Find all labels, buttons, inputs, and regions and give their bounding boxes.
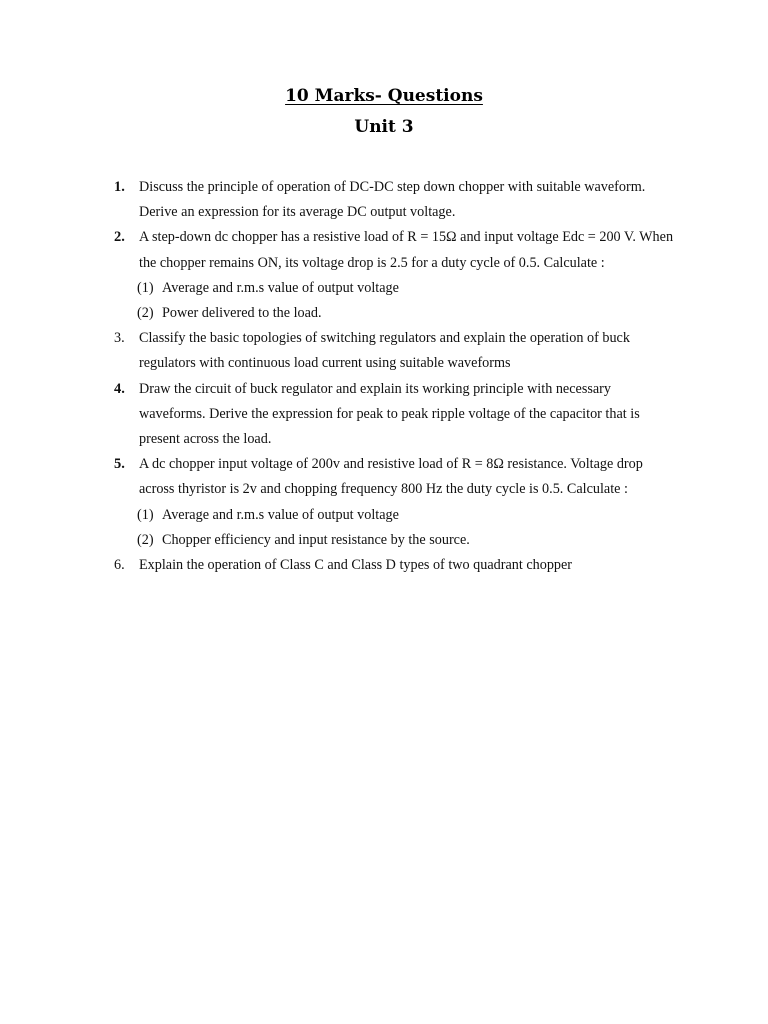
unit-heading: Unit 3 bbox=[354, 117, 414, 137]
question-number: 5. bbox=[114, 456, 125, 473]
sub-question-number: (2) bbox=[137, 305, 154, 322]
question-5 bbox=[114, 452, 675, 502]
question-6 bbox=[114, 553, 675, 578]
question-3 bbox=[114, 326, 675, 376]
question-number: 6. bbox=[114, 557, 125, 574]
question-text: Classify the basic topologies of switching regulators and explain the operation of buck regulators with continuous load current using suitable waveforms bbox=[139, 330, 630, 372]
question-number: 4. bbox=[114, 380, 125, 397]
sub-question-text: Average and r.m.s value of output voltage bbox=[162, 279, 399, 296]
sub-question bbox=[114, 276, 675, 301]
page-title: 10 Marks- Questions bbox=[285, 86, 483, 106]
sub-question bbox=[114, 528, 675, 553]
sub-question bbox=[114, 503, 675, 528]
question-list bbox=[114, 175, 675, 578]
sub-question-text: Chopper efficiency and input resistance by the source. bbox=[162, 531, 470, 548]
question-number: 1. bbox=[114, 179, 125, 195]
question-number: 2. bbox=[114, 229, 125, 246]
question-text: A step-down dc chopper has a resistive load of R = 15Ω and input voltage Edc = 200 V. When the chopper remains ON, its voltage drop is 2.5 for a duty cycle of 0.5. Calculate : bbox=[139, 229, 674, 271]
sub-question bbox=[114, 301, 675, 326]
question-2 bbox=[114, 225, 675, 275]
sub-question-text: Average and r.m.s value of output voltage bbox=[162, 506, 399, 523]
question-1 bbox=[114, 175, 675, 225]
question-text: A dc chopper input voltage of 200v and resistive load of R = 8Ω resistance. Voltage drop across thyristor is 2v and chopping frequency 800 Hz the duty cycle is 0.5. Calculate : bbox=[139, 456, 643, 498]
question-text: Discuss the principle of operation of DC-DC step down chopper with suitable waveform. Derive an expression for its average DC output voltage. bbox=[139, 179, 646, 221]
sub-question-number: (2) bbox=[137, 531, 154, 548]
sub-question-number: (1) bbox=[137, 506, 154, 523]
question-text: Draw the circuit of buck regulator and explain its working principle with necessary waveforms. Derive the expression for peak to peak ripple voltage of the capacitor that is present across the load. bbox=[139, 380, 640, 448]
sub-question-number: (1) bbox=[137, 279, 154, 296]
question-number: 3. bbox=[114, 330, 125, 347]
question-text: Explain the operation of Class C and Class D types of two quadrant chopper bbox=[139, 557, 573, 574]
sub-question-text: Power delivered to the load. bbox=[162, 305, 322, 322]
question-4 bbox=[114, 377, 675, 453]
